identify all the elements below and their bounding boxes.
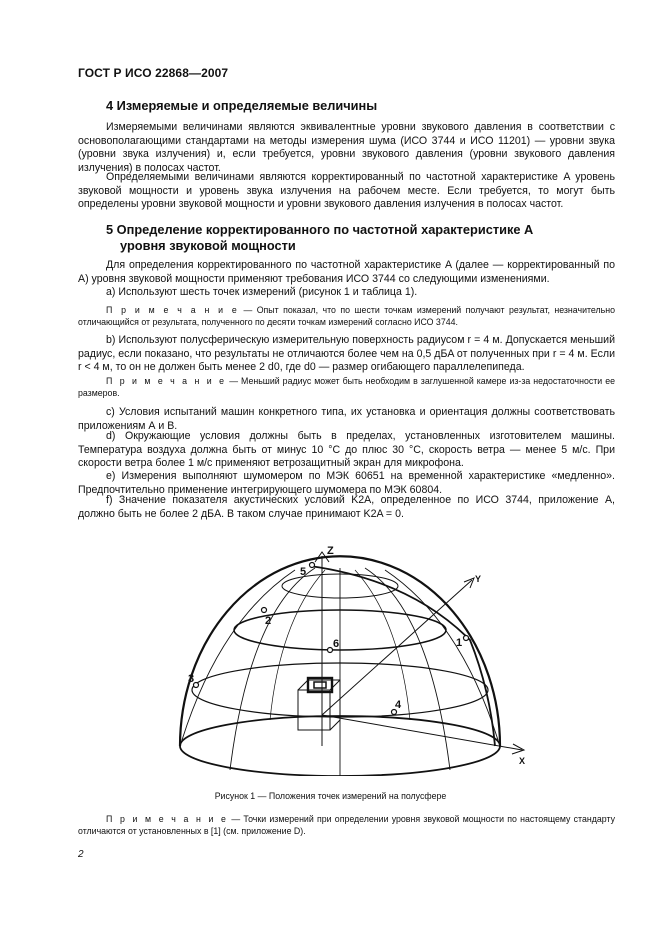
axis-label-x: X — [519, 756, 526, 766]
item-e: е) Измерения выполняют шумомером по МЭК 60651 на временной характеристике «медленно». Предпочтительно применение интегрирующего шумомера по МЭК 60804. — [78, 470, 615, 496]
axis-label-z: Z — [327, 545, 334, 557]
item-b: b) Используют полусферическую измерительную поверхность радиусом r = 4 м. Допускается меньший радиус, если показано, что результаты не отличаются более чем на 0,5 дБA от полученных при r = 4 м. Если r < 4 м, то он не должен быть менее 2 d0, где d0 — размер огибающего параллелепипеда. — [78, 334, 615, 374]
measurement-point-3-marker — [194, 683, 199, 688]
note-1-label: П р и м е ч а н и е — [106, 305, 240, 315]
item-c: с) Условия испытаний машин конкретного типа, их установка и ориентация должны соответствовать приложениям А и В. — [78, 406, 615, 432]
meridian-right-front — [365, 568, 450, 770]
measurement-point-1-label: 1 — [456, 637, 463, 649]
section-5-heading — [78, 222, 646, 254]
note-2-text: — Меньший радиус может быть необходим в заглушенной камере из-за недостаточности ее размеров. — [78, 376, 615, 398]
note-3-text: — Точки измерений при определении уровня звуковой мощности по настоящему стандарту отличаются от установленных в [1] (см. приложение D). — [78, 814, 615, 836]
page-number: 2 — [78, 849, 84, 860]
note-2-label: П р и м е ч а н и е — [106, 376, 227, 386]
measurement-point-1-marker — [464, 636, 469, 641]
measurement-point-5-marker — [310, 563, 315, 568]
section-4-heading: 4 Измеряемые и определяемые величины — [106, 98, 378, 113]
item-a: а) Используют шесть точек измерений (рисунок 1 и таблица 1). — [106, 286, 418, 298]
measurement-point-6-label: 6 — [333, 638, 340, 650]
item-f: f) Значение показателя акустических условий K2A, определенное по ИСО 3744, приложение А, должно быть не более 2 дБA. В таком случае принимают K2A = 0. — [78, 494, 615, 520]
meridian-left-front — [230, 568, 315, 770]
measurement-point-6-marker — [328, 648, 333, 653]
source-box-front — [298, 690, 330, 730]
measurement-point-2-marker — [262, 608, 267, 613]
section-5-heading-line-1: 5 Определение корректированного по частотной характеристике A — [106, 222, 534, 237]
item-d: d) Окружающие условия должны быть в пределах, установленных изготовителем машины. Температура воздуха должна быть от минус 10 °С до плюс 30 °С, скорость ветра — менее 5 м/с. При скорости ветра более 1 м/с применяют ветрозащитный экран для микрофона. — [78, 430, 615, 470]
section-4-paragraph-1: Измеряемыми величинами являются эквивалентные уровни звукового давления в соответствии с основополагающими стандартами на методы измерения шума (ИСО 3744 и ИСО 11201) — уровни звука (уровни звука излучения) и, если требуется, уровни звукового давления (уровни звукового давления излучения) в полосах частот. — [78, 121, 615, 174]
figure-caption: Рисунок 1 — Положения точек измерений на полусфере — [214, 791, 447, 801]
measurement-point-5-label: 5 — [300, 566, 307, 578]
hemisphere-figure — [170, 540, 540, 776]
page-header-standard-title: ГОСТ Р ИСО 22868—2007 — [78, 66, 229, 80]
note-1 — [78, 304, 615, 328]
axis-label-y: Y — [475, 574, 482, 584]
machine-detail — [314, 682, 326, 688]
measurement-point-3-label: 3 — [188, 673, 195, 685]
measurement-point-4-label: 4 — [395, 699, 402, 711]
note-3-label: П р и м е ч а н и е — [106, 814, 229, 824]
section-4-paragraph-2: Определяемыми величинами являются корректированный по частотной характеристике A уровень звуковой мощности и уровень звука излучения на рабочем месте. Если требуется, то могут быть определены уровни звуковой мощности и уровни звукового давления излучения в полосах частот. — [78, 171, 615, 211]
measurement-point-2-label: 2 — [265, 615, 272, 627]
note-3 — [78, 813, 615, 837]
note-1-text: — Опыт показал, что по шести точкам измерений получают результат, незначительно отличающийся от результата, полученного по десяти точкам измерений согласно ИСО 3744. — [78, 305, 615, 327]
section-5-heading-line-2: уровня звуковой мощности — [120, 238, 296, 253]
note-2 — [78, 375, 615, 399]
section-5-intro: Для определения корректированного по частотной характеристике A (далее — корректированный по A) уровня звуковой мощности применяют требования ИСО 3744 со следующими изменениями. — [78, 259, 615, 285]
